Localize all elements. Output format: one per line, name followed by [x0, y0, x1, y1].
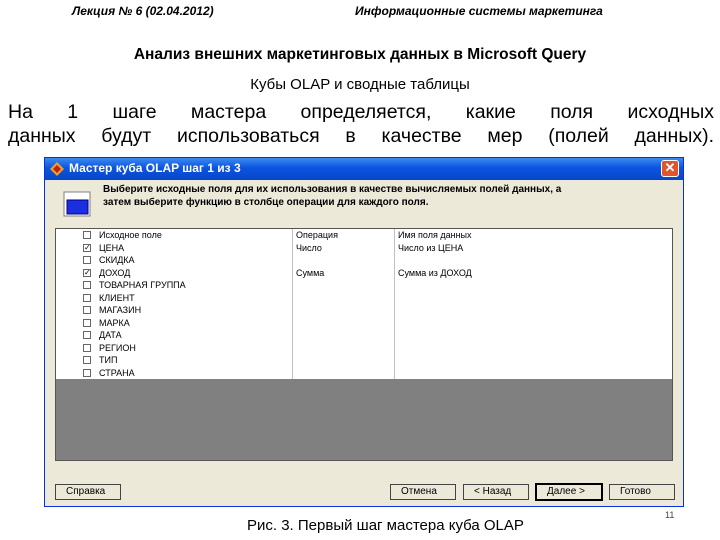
column-header-data-field-name[interactable]: Имя поля данных — [398, 230, 472, 240]
cube-icon — [63, 191, 91, 217]
field-checkbox[interactable] — [83, 331, 91, 339]
slide-title: Анализ внешних маркетинговых данных в Microsoft Query — [133, 46, 587, 63]
olap-wizard-dialog — [44, 157, 684, 507]
table-row — [56, 292, 672, 305]
field-checkbox[interactable] — [83, 344, 91, 352]
table-row — [56, 254, 672, 267]
source-field-cell: ТИП — [99, 355, 118, 365]
header-checkbox[interactable] — [83, 231, 91, 239]
instruction-line-2: затем выберите функцию в столбце операции для каждого поля. — [103, 197, 429, 208]
dialog-title: Мастер куба OLAP шаг 1 из 3 — [69, 161, 241, 175]
page-number: 11 — [665, 510, 675, 520]
body-line-1: На 1 шаге мастера определяется, какие поля исходных — [8, 101, 714, 123]
figure-caption: Рис. 3. Первый шаг мастера куба OLAP — [247, 517, 524, 534]
field-checkbox-checked[interactable]: ✓ — [84, 242, 91, 252]
field-checkbox[interactable] — [83, 294, 91, 302]
next-button[interactable]: Далее > — [536, 484, 602, 500]
source-field-cell: МАГАЗИН — [99, 305, 142, 315]
table-row — [56, 342, 672, 355]
table-row — [56, 267, 672, 280]
field-checkbox[interactable] — [83, 306, 91, 314]
field-checkbox[interactable] — [83, 319, 91, 327]
help-button[interactable]: Справка — [55, 484, 121, 500]
source-field-cell: СТРАНА — [99, 367, 135, 378]
source-field-cell: ЦЕНА — [99, 242, 125, 253]
dialog-titlebar[interactable] — [45, 158, 683, 180]
table-row — [56, 304, 672, 317]
table-row — [56, 367, 672, 380]
source-field-cell: КЛИЕНТ — [99, 292, 135, 303]
instruction-line-1: Выберите исходные поля для их использования в качестве вычисляемых полей данных, а — [103, 184, 562, 195]
field-checkbox-checked[interactable]: ✓ — [84, 267, 91, 277]
source-field-cell: ДАТА — [99, 330, 122, 340]
slide-subtitle: Кубы OLAP и сводные таблицы — [250, 76, 470, 93]
fields-grid — [55, 228, 673, 461]
source-field-cell: МАРКА — [99, 317, 130, 328]
column-header-operation[interactable]: Операция — [296, 230, 338, 240]
field-checkbox[interactable] — [83, 356, 91, 364]
wizard-instruction — [103, 183, 663, 209]
lecture-header: Лекция № 6 (02.04.2012) — [72, 4, 214, 18]
grid-header-row — [56, 229, 672, 242]
app-icon — [50, 162, 64, 176]
field-checkbox[interactable] — [83, 369, 91, 377]
field-checkbox[interactable] — [83, 281, 91, 289]
cancel-button[interactable]: Отмена — [390, 484, 456, 500]
table-row — [56, 242, 672, 255]
source-field-cell: ТОВАРНАЯ ГРУППА — [99, 280, 186, 290]
close-icon: ✕ — [664, 160, 676, 175]
field-checkbox[interactable] — [83, 256, 91, 264]
data-field-name-cell[interactable]: Сумма из ДОХОД — [398, 267, 472, 278]
course-header: Информационные системы маркетинга — [355, 4, 603, 18]
operation-cell[interactable]: Сумма — [296, 267, 325, 278]
source-field-cell: СКИДКА — [99, 255, 135, 265]
body-paragraph — [8, 100, 714, 148]
table-row — [56, 329, 672, 342]
back-button[interactable]: < Назад — [463, 484, 529, 500]
table-row — [56, 354, 672, 367]
source-field-cell: ДОХОД — [99, 267, 131, 278]
grid-body — [56, 229, 672, 379]
table-row — [56, 317, 672, 330]
finish-button[interactable]: Готово — [609, 484, 675, 500]
operation-cell[interactable]: Число — [296, 242, 322, 253]
column-header-source-field[interactable]: Исходное поле — [99, 230, 162, 240]
data-field-name-cell[interactable]: Число из ЦЕНА — [398, 242, 464, 253]
source-field-cell: РЕГИОН — [99, 342, 136, 353]
close-button[interactable] — [661, 160, 679, 177]
body-line-2: данных будут использоваться в качестве мер (полей данных). — [8, 125, 714, 147]
table-row — [56, 279, 672, 292]
